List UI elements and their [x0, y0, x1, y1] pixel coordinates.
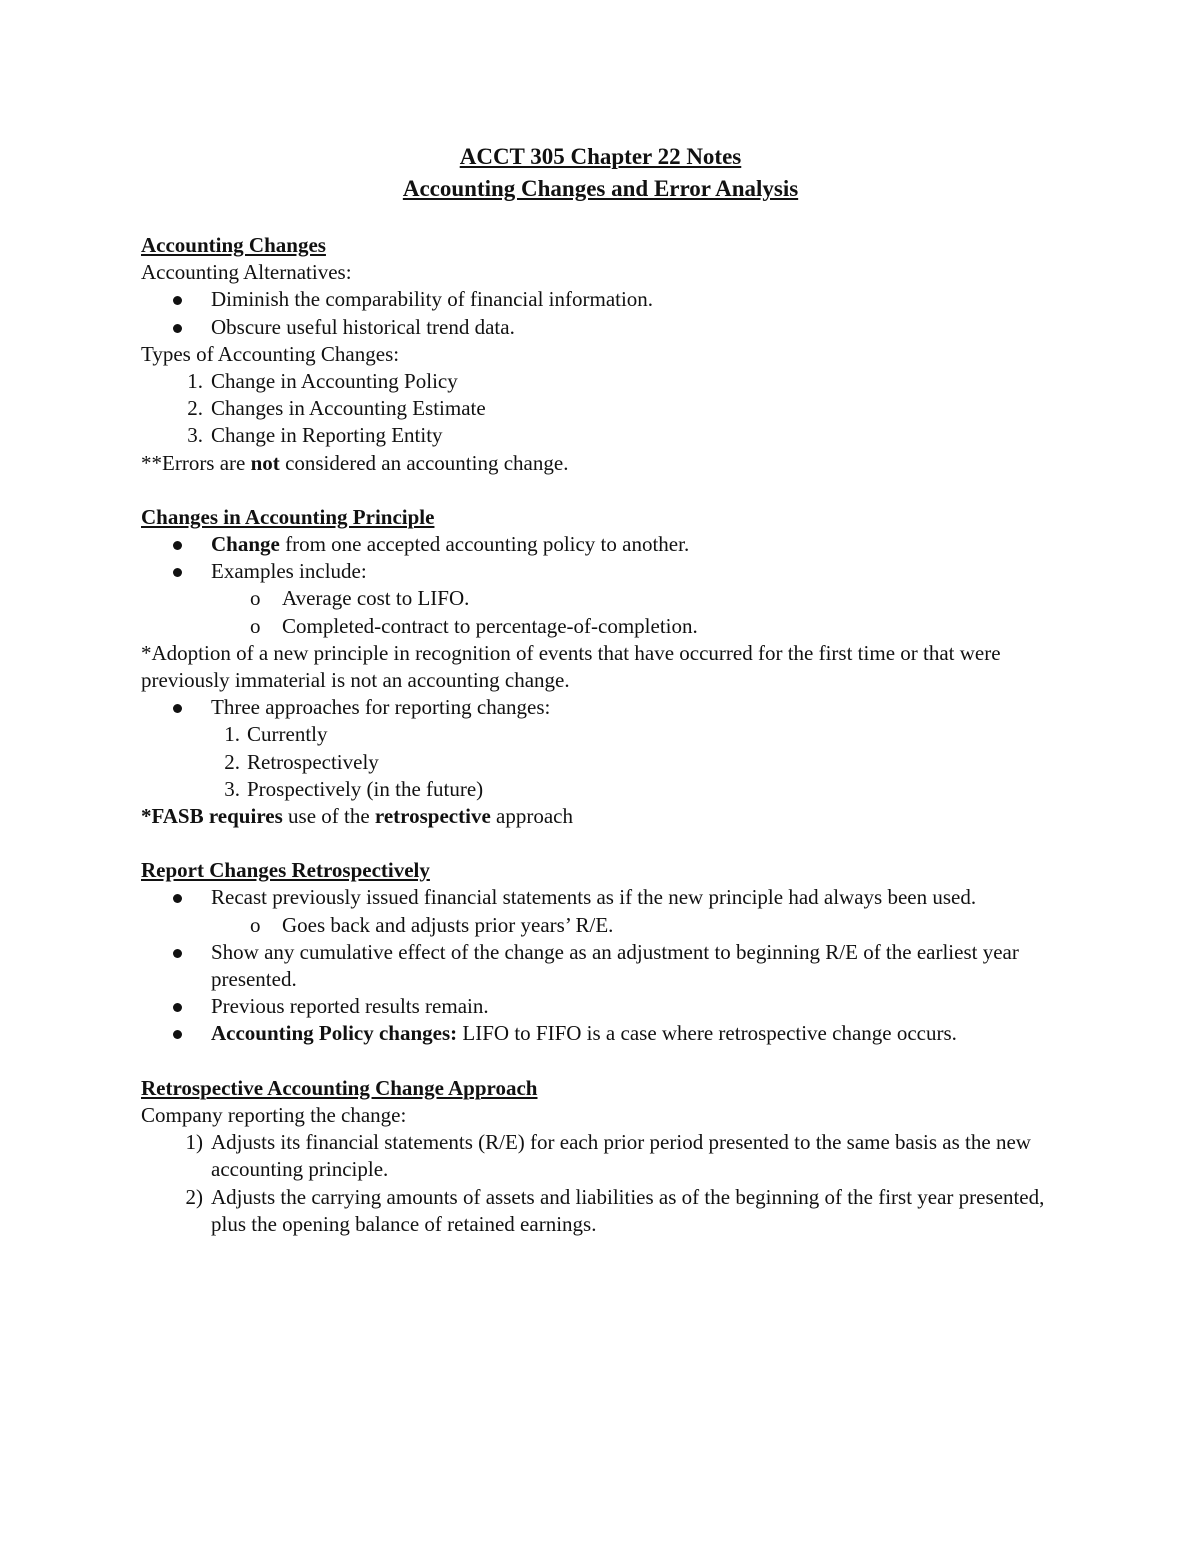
list-number: 2.: [187, 396, 203, 421]
list-item: [141, 721, 1060, 748]
list-item: [141, 776, 1060, 803]
bullet-icon: [173, 1030, 182, 1039]
list-item-text: Previous reported results remain.: [211, 994, 489, 1019]
numbered-list: [141, 1129, 1060, 1238]
list-item: [141, 314, 1060, 341]
list-item: [141, 939, 1060, 993]
title-block: [141, 141, 1060, 205]
list-number: 3.: [187, 423, 203, 448]
list-item-emphasis: Change: [211, 532, 280, 557]
list-number: 2.: [224, 749, 240, 774]
list-item-text: Retrospectively: [247, 749, 379, 774]
list-item-text: Adjusts the carrying amounts of assets and liabilities as of the beginning of the first year presented, plus the opening balance of retained earnings.: [211, 1184, 1045, 1236]
list-item-text: Show any cumulative effect of the change as an adjustment to beginning R/E of the earliest year presented.: [211, 939, 1019, 992]
list-item-text: Changes in Accounting Estimate: [211, 396, 486, 421]
section-heading: Changes in Accounting Principle: [141, 504, 435, 529]
list-item-text: Recast previously issued financial statements as if the new principle had always been used.: [211, 885, 977, 910]
section-heading: Report Changes Retrospectively: [141, 858, 430, 883]
list-item-text: Change in Accounting Policy: [211, 369, 458, 394]
note-emphasis: not: [250, 450, 280, 475]
list-item: [141, 1129, 1060, 1183]
note-text: considered an accounting change.: [279, 450, 569, 475]
list-item: [141, 422, 1060, 449]
list-item-emphasis: Accounting Policy changes:: [211, 1021, 458, 1046]
bullet-icon: [173, 324, 182, 333]
list-item: [141, 558, 1060, 585]
list-item: [141, 993, 1060, 1020]
fasb-note: [141, 803, 1060, 830]
bullet-list: [141, 694, 1060, 721]
note-emphasis: *FASB requires: [141, 804, 283, 829]
numbered-list: [141, 368, 1060, 450]
document-title: ACCT 305 Chapter 22 Notes: [459, 144, 742, 169]
list-number: 1): [185, 1130, 203, 1155]
sub-bullet-icon: o: [250, 613, 261, 638]
note-text: use of the: [282, 804, 375, 829]
sub-bullet-icon: o: [250, 912, 261, 937]
bullet-icon: [173, 894, 182, 903]
sub-list-item: [141, 912, 1060, 939]
list-item-text: Obscure useful historical trend data.: [211, 314, 515, 339]
list-item-text: from one accepted accounting policy to another.: [279, 532, 690, 557]
section-retrospective-approach: [141, 1075, 1060, 1238]
section-report-retrospectively: [141, 857, 1060, 1047]
sub-bullet-icon: o: [250, 586, 261, 611]
section-heading: Retrospective Accounting Change Approach: [141, 1075, 538, 1100]
list-item: [141, 694, 1060, 721]
bullet-icon: [173, 541, 182, 550]
bullet-icon: [173, 949, 182, 958]
list-item-text: Goes back and adjusts prior years’ R/E.: [282, 912, 614, 937]
note-text: approach: [490, 804, 573, 829]
list-item-text: Three approaches for reporting changes:: [211, 695, 551, 720]
bullet-icon: [173, 1003, 182, 1012]
section-heading: Accounting Changes: [141, 233, 326, 257]
list-item: [141, 286, 1060, 313]
errors-note: [141, 450, 1060, 477]
list-item-text: Change in Reporting Entity: [211, 423, 443, 448]
list-item-text: Completed-contract to percentage-of-completion.: [282, 613, 698, 638]
list-item: [141, 1184, 1060, 1238]
list-item-text: Currently: [247, 722, 328, 747]
sub-list-item: [141, 585, 1060, 612]
alternatives-label: Accounting Alternatives:: [141, 260, 352, 285]
list-number: 2): [185, 1184, 203, 1209]
section-accounting-changes: [141, 232, 1060, 477]
list-item-text: Diminish the comparability of financial information.: [211, 287, 654, 312]
list-number: 1.: [224, 722, 240, 747]
document-subtitle: Accounting Changes and Error Analysis: [402, 176, 799, 201]
note-emphasis: retrospective: [374, 804, 491, 829]
list-item: [141, 531, 1060, 558]
list-item-text: Prospectively (in the future): [247, 776, 484, 801]
bullet-icon: [173, 296, 182, 305]
bullet-list: [141, 884, 1060, 1047]
bullet-icon: [173, 704, 182, 713]
adoption-note: *Adoption of a new principle in recognition of events that have occurred for the first time or that were previously immaterial is not an accounting change.: [141, 640, 1001, 693]
bullet-icon: [173, 568, 182, 577]
list-item: [141, 395, 1060, 422]
bullet-list: [141, 531, 1060, 640]
list-item: [141, 1020, 1060, 1047]
types-label: Types of Accounting Changes:: [141, 341, 400, 366]
list-item-text: Average cost to LIFO.: [282, 586, 470, 611]
intro-text: Company reporting the change:: [141, 1102, 407, 1127]
list-item-text: LIFO to FIFO is a case where retrospective change occurs.: [457, 1021, 957, 1046]
list-item: [141, 749, 1060, 776]
bullet-list: [141, 286, 1060, 340]
list-number: 1.: [187, 369, 203, 394]
section-changes-in-principle: [141, 504, 1060, 830]
list-number: 3.: [224, 776, 240, 801]
list-item-text: Examples include:: [211, 559, 367, 584]
list-item: [141, 884, 1060, 911]
note-text: **Errors are: [141, 450, 251, 475]
numbered-list: [141, 721, 1060, 803]
sub-list-item: [141, 613, 1060, 640]
list-item-text: Adjusts its financial statements (R/E) for each prior period presented to the same basis as the new accounting principle.: [211, 1130, 1031, 1182]
list-item: [141, 368, 1060, 395]
